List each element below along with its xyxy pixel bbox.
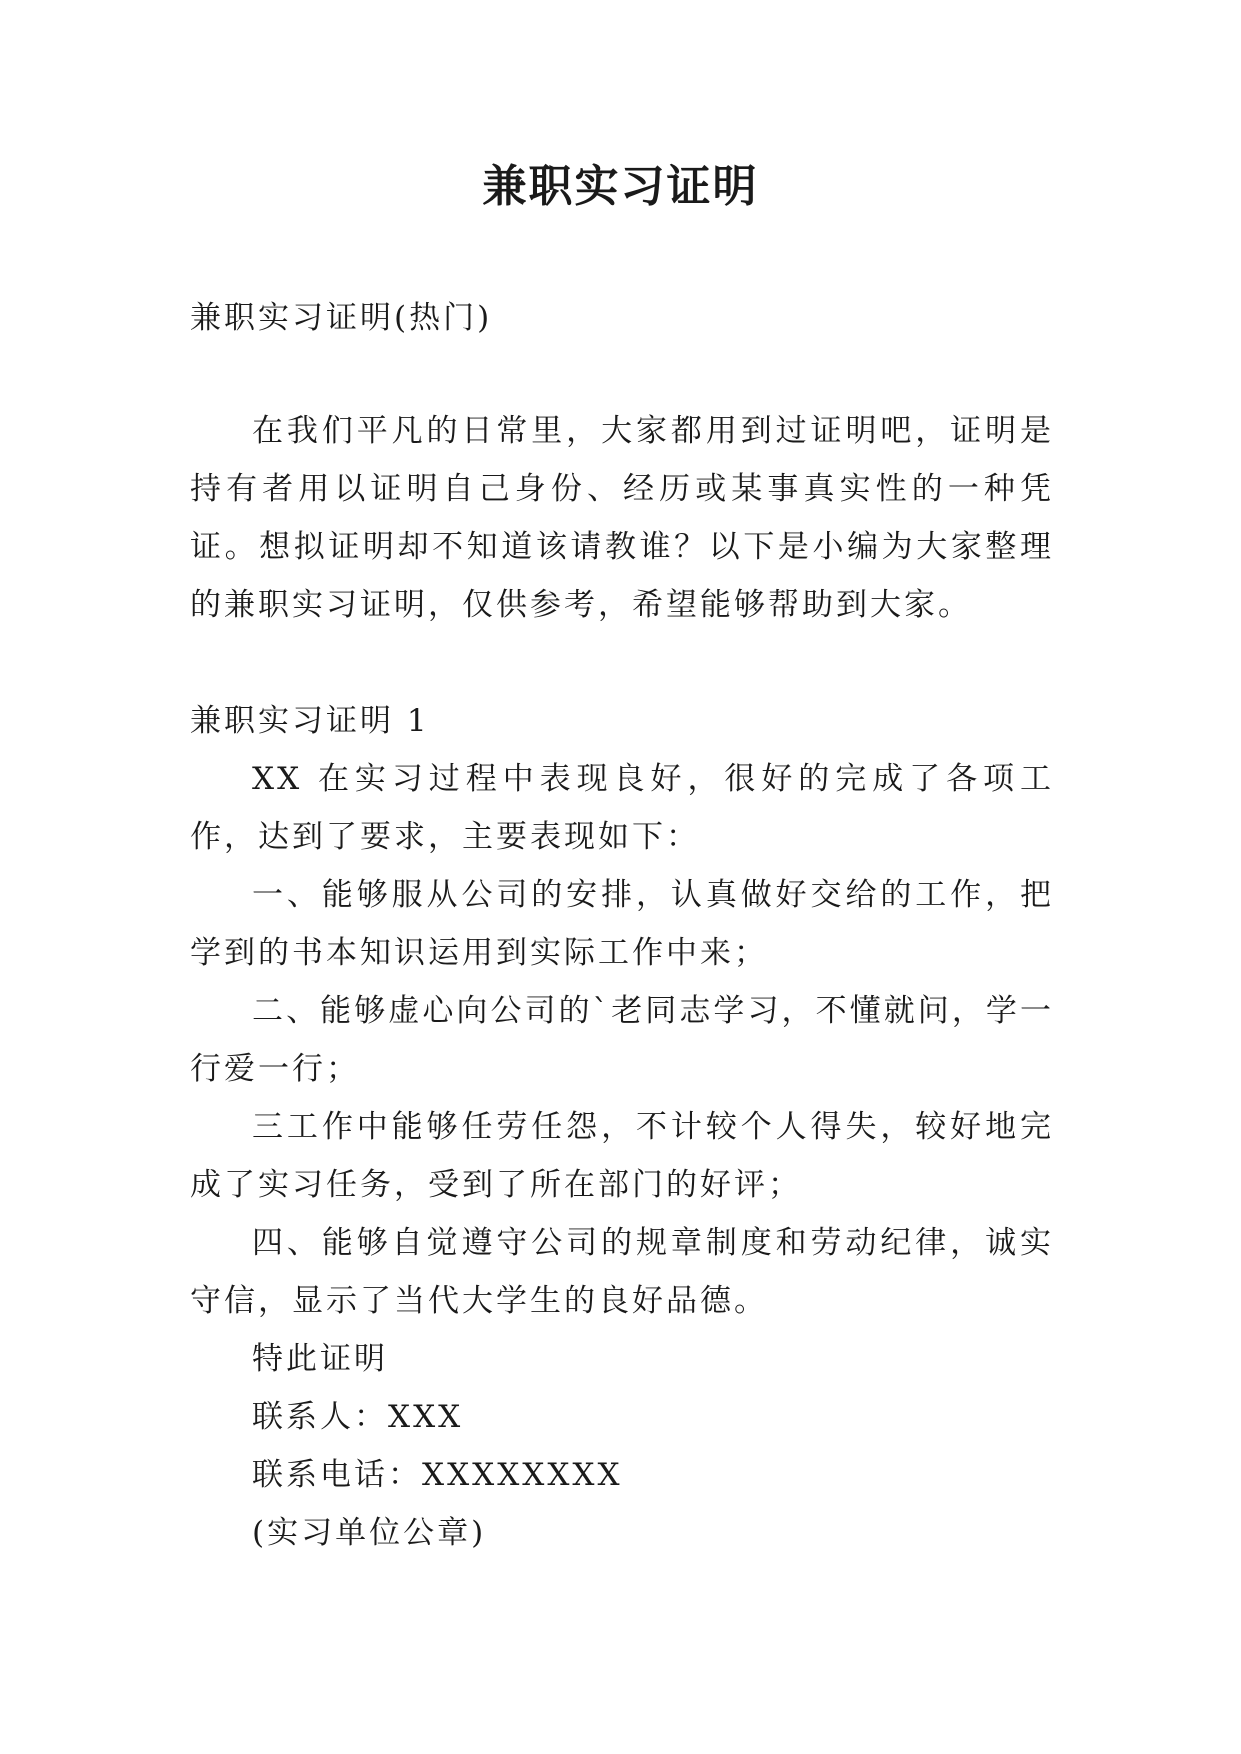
- body-paragraph: 三工作中能够任劳任怨，不计较个人得失，较好地完成了实习任务，受到了所在部门的好评；: [190, 1109, 1054, 1203]
- document-subtitle: 兼职实习证明(热门): [190, 300, 493, 336]
- contact-phone: 联系电话：XXXXXXXX: [252, 1457, 623, 1493]
- certificate-section: [190, 692, 1054, 1562]
- seal-line: (实习单位公章): [252, 1515, 487, 1551]
- body-paragraph: 四、能够自觉遵守公司的规章制度和劳动纪律，诚实守信，显示了当代大学生的良好品德。: [190, 1225, 1054, 1319]
- contact-person: 联系人：XXX: [252, 1399, 464, 1435]
- intro-section: [190, 402, 1054, 634]
- intro-paragraph: 在我们平凡的日常里，大家都用到过证明吧，证明是持有者用以证明自己身份、经历或某事真实性的一种凭证。想拟证明却不知道该请教谁？以下是小编为大家整理的兼职实习证明，仅供参考，希望能够帮助到大家。: [190, 413, 1054, 623]
- body-paragraph: 二、能够虚心向公司的`老同志学习，不懂就问，学一行爱一行；: [190, 993, 1054, 1087]
- body-paragraph: 一、能够服从公司的安排，认真做好交给的工作，把学到的书本知识运用到实际工作中来；: [190, 877, 1054, 971]
- section-heading: 兼职实习证明 1: [190, 703, 430, 739]
- document-title: 兼职实习证明: [482, 161, 759, 212]
- body-paragraph: XX 在实习过程中表现良好，很好的完成了各项工作，达到了要求，主要表现如下：: [190, 761, 1054, 855]
- closing-line: 特此证明: [252, 1341, 388, 1377]
